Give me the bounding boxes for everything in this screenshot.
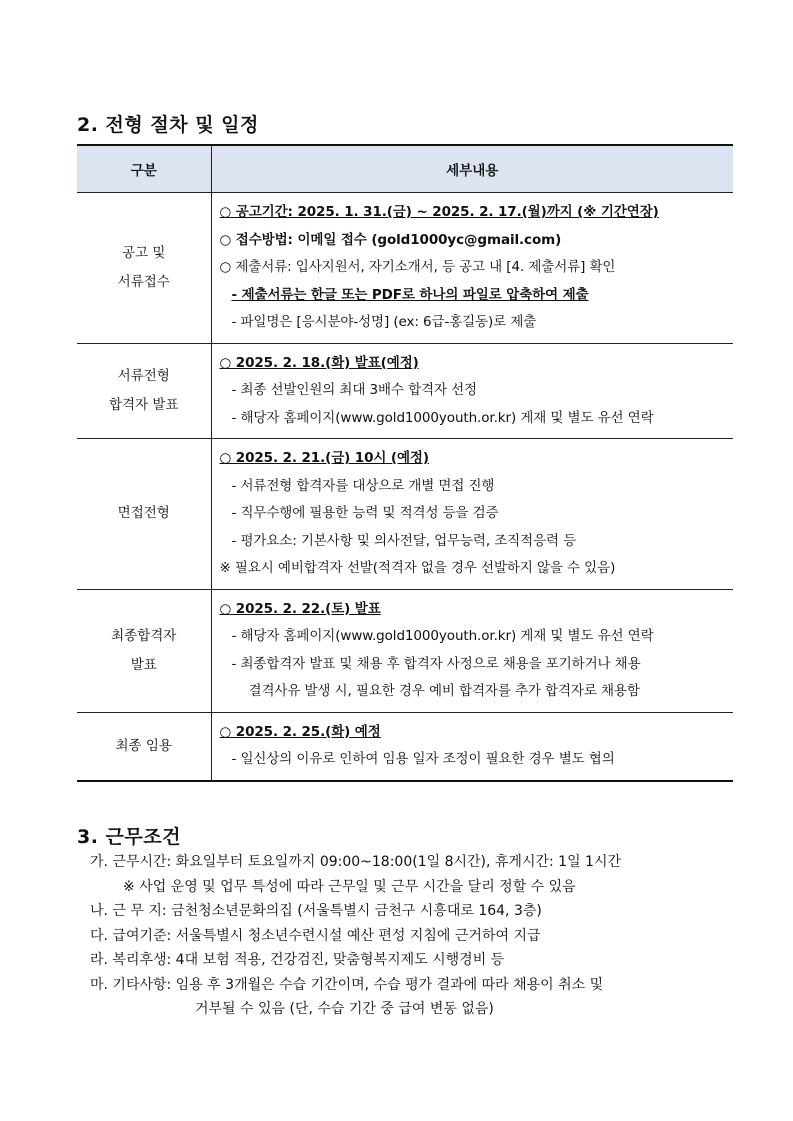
row-category bbox=[77, 193, 211, 344]
condition-item: 마. 기타사항: 임용 후 3개월은 수습 기간이며, 수습 평가 결과에 따라 채용이 취소 및 bbox=[90, 976, 604, 993]
detail-line: ○ 공고기간: 2025. 1. 31.(금) ~ 2025. 2. 17.(월)까지 (※ 기간연장) bbox=[219, 204, 659, 220]
condition-item: 가. 근무시간: 화요일부터 토요일까지 09:00~18:00(1일 8시간), 휴게시간: 1일 1시간 bbox=[90, 854, 622, 870]
condition-item: 다. 급여기준: 서울특별시 청소년수련시설 예산 편성 지침에 근거하여 지급 bbox=[90, 927, 541, 944]
detail-line: - 서류전형 합격자를 대상으로 개별 면접 진행 bbox=[231, 477, 495, 494]
condition-item: 나. 근 무 지: 금천청소년문화의집 (서울특별시 금천구 시흥대로 164, 3층) bbox=[90, 903, 542, 919]
schedule-table bbox=[77, 144, 733, 782]
table-header-row bbox=[77, 145, 733, 193]
header-category: 구분 bbox=[77, 145, 211, 193]
category-line: 최종 임용 bbox=[115, 737, 172, 754]
detail-line: 결격사유 발생 시, 필요한 경우 예비 합격자를 추가 합격자로 채용함 bbox=[248, 683, 640, 699]
category-line: 공고 및 bbox=[122, 244, 166, 261]
detail-line: ○ 2025. 2. 22.(토) 발표 bbox=[219, 600, 381, 617]
table-row bbox=[77, 439, 733, 590]
detail-line: ○ 2025. 2. 21.(금) 10시 (예정) bbox=[219, 450, 429, 466]
row-category bbox=[77, 343, 211, 439]
condition-continuation: 거부될 수 있음 (단, 수습 기간 중 급여 변동 없음) bbox=[195, 1001, 494, 1017]
row-details bbox=[211, 589, 733, 712]
work-conditions bbox=[90, 850, 740, 1022]
detail-line: ○ 2025. 2. 18.(화) 발표(예정) bbox=[219, 354, 419, 371]
detail-line: - 평가요소: 기본사항 및 의사전달, 업무능력, 조직적응력 등 bbox=[231, 532, 577, 549]
category-line: 합격자 발표 bbox=[109, 396, 179, 413]
category-line: 서류접수 bbox=[117, 273, 170, 290]
detail-line: - 일신상의 이유로 인하여 임용 일자 조정이 필요한 경우 별도 협의 bbox=[231, 751, 615, 767]
category-line: 발표 bbox=[130, 656, 157, 673]
detail-line: - 제출서류는 한글 또는 PDF로 하나의 파일로 압축하여 제출 bbox=[231, 286, 589, 303]
detail-line: - 해당자 홈페이지(www.gold1000youth.or.kr) 게재 및 별도 유선 연락 bbox=[231, 628, 654, 644]
detail-line: ○ 2025. 2. 25.(화) 예정 bbox=[219, 723, 381, 740]
row-details bbox=[211, 343, 733, 439]
row-details bbox=[211, 193, 733, 344]
table-row bbox=[77, 343, 733, 439]
row-category bbox=[77, 439, 211, 590]
table-row bbox=[77, 589, 733, 712]
detail-line: - 최종합격자 발표 및 채용 후 합격자 사정으로 채용을 포기하거나 채용 bbox=[231, 655, 641, 672]
detail-line: ○ 제출서류: 입사지원서, 자기소개서, 등 공고 내 [4. 제출서류] 확인 bbox=[219, 259, 616, 275]
row-details bbox=[211, 439, 733, 590]
section-2-title: 2. 전형 절차 및 일정 bbox=[77, 114, 259, 136]
table-row bbox=[77, 712, 733, 781]
condition-item: 라. 복리후생: 4대 보험 적용, 건강검진, 맞춤형복지제도 시행경비 등 bbox=[90, 952, 505, 968]
detail-line: ○ 접수방법: 이메일 접수 (gold1000yc@gmail.com) bbox=[219, 231, 562, 248]
detail-line: - 해당자 홈페이지(www.gold1000youth.or.kr) 게재 및 별도 유선 연락 bbox=[231, 409, 654, 426]
detail-line: ※ 필요시 예비합격자 선발(적격자 없을 경우 선발하지 않을 수 있음) bbox=[219, 560, 616, 576]
header-details: 세부내용 bbox=[211, 145, 733, 193]
row-category bbox=[77, 712, 211, 781]
section-3-title: 3. 근무조건 bbox=[77, 826, 181, 848]
category-line: 면접전형 bbox=[117, 505, 170, 522]
category-line: 최종합격자 bbox=[111, 627, 177, 644]
detail-line: - 최종 선발인원의 최대 3배수 합격자 선정 bbox=[231, 382, 477, 398]
condition-note: ※ 사업 운영 및 업무 특성에 따라 근무일 및 근무 시간을 달리 정할 수 있음 bbox=[123, 878, 576, 895]
row-details bbox=[211, 712, 733, 781]
category-line: 서류전형 bbox=[117, 367, 170, 384]
table-row bbox=[77, 193, 733, 344]
row-category bbox=[77, 589, 211, 712]
detail-line: - 파일명은 [응시분야-성명] (ex: 6급-홍길동)로 제출 bbox=[231, 314, 537, 330]
detail-line: - 직무수행에 필용한 능력 및 적격성 등을 검증 bbox=[231, 505, 499, 521]
